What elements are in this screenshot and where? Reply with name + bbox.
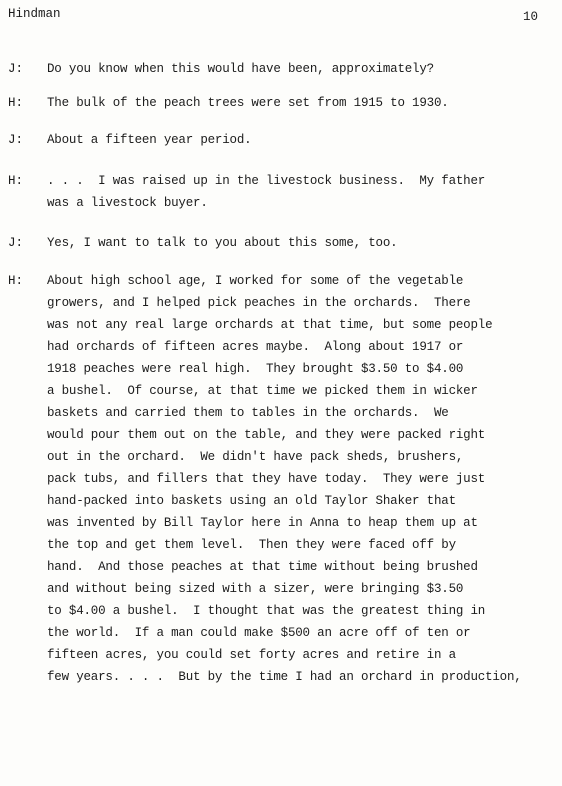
- text-line: baskets and carried them to tables in the orchards. We: [47, 406, 449, 420]
- speaker-label: J:: [8, 236, 24, 250]
- speaker-label: H:: [8, 96, 24, 110]
- text-line: to $4.00 a bushel. I thought that was the greatest thing in: [47, 604, 486, 618]
- text-line: was not any real large orchards at that time, but some people: [47, 318, 493, 332]
- page-number: 10: [522, 10, 538, 24]
- text-line: fifteen acres, you could set forty acres and retire in a: [47, 648, 456, 662]
- speaker-label: H:: [8, 274, 24, 288]
- entry-text: [47, 92, 557, 114]
- text-line: out in the orchard. We didn't have pack sheds, brushers,: [47, 450, 464, 464]
- text-line: hand. And those peaches at that time without being brushed: [47, 560, 478, 574]
- text-line: the top and get them level. Then they were faced off by: [47, 538, 456, 552]
- text-line: About a fifteen year period.: [47, 133, 252, 147]
- text-line: had orchards of fifteen acres maybe. Along about 1917 or: [47, 340, 464, 354]
- entry-text: [47, 58, 557, 80]
- text-line: Yes, I want to talk to you about this some, too.: [47, 236, 398, 250]
- text-line: . . . I was raised up in the livestock business. My father: [47, 174, 486, 188]
- text-line: and without being sized with a sizer, were bringing $3.50: [47, 582, 464, 596]
- text-line: Do you know when this would have been, approximately?: [47, 62, 434, 76]
- entry-text: [47, 170, 557, 214]
- entry-text: [47, 270, 557, 688]
- text-line: the world. If a man could make $500 an acre off of ten or: [47, 626, 471, 640]
- running-head: Hindman: [8, 7, 61, 21]
- text-line: a bushel. Of course, at that time we picked them in wicker: [47, 384, 478, 398]
- speaker-label: J:: [8, 133, 24, 147]
- speaker-label: H:: [8, 174, 24, 188]
- speaker-label: J:: [8, 62, 24, 76]
- text-line: was invented by Bill Taylor here in Anna to heap them up at: [47, 516, 478, 530]
- text-line: would pour them out on the table, and they were packed right: [47, 428, 486, 442]
- text-line: growers, and I helped pick peaches in the orchards. There: [47, 296, 471, 310]
- text-line: About high school age, I worked for some of the vegetable: [47, 274, 464, 288]
- text-line: The bulk of the peach trees were set from 1915 to 1930.: [47, 96, 449, 110]
- text-line: pack tubs, and fillers that they have today. They were just: [47, 472, 486, 486]
- text-line: 1918 peaches were real high. They brought $3.50 to $4.00: [47, 362, 464, 376]
- text-line: hand-packed into baskets using an old Taylor Shaker that: [47, 494, 456, 508]
- text-line: was a livestock buyer.: [47, 196, 208, 210]
- entry-text: [47, 232, 557, 254]
- entry-text: [47, 129, 557, 151]
- text-line: few years. . . . But by the time I had an orchard in production,: [47, 670, 522, 684]
